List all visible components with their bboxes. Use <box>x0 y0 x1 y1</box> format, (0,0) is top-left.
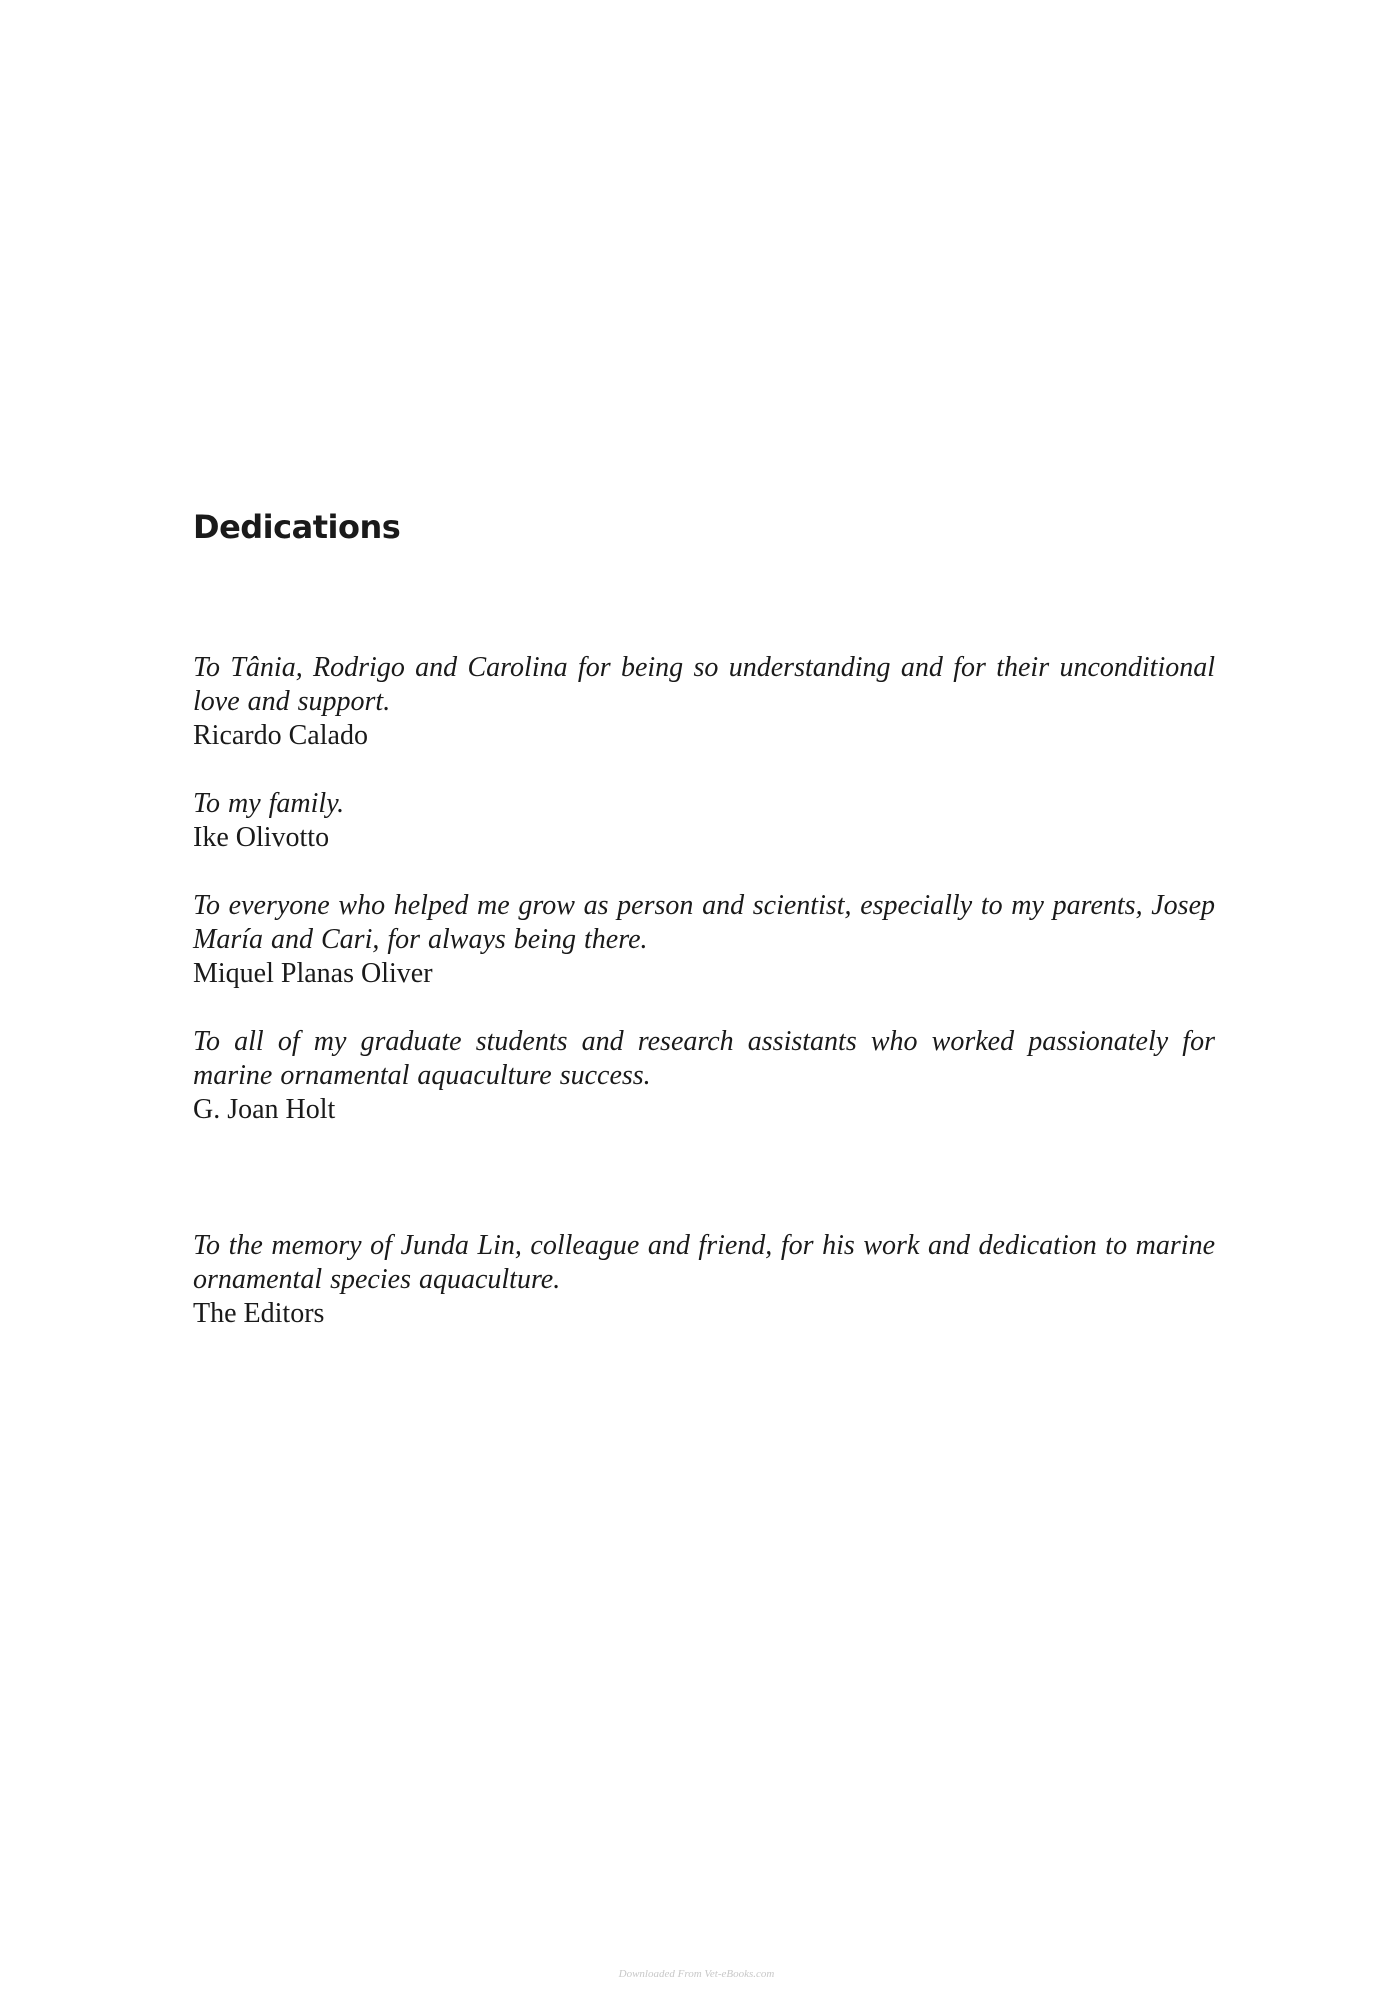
dedication-item <box>193 787 1215 855</box>
page-title: Dedications <box>193 508 401 546</box>
dedication-item <box>193 889 1215 991</box>
dedication-item <box>193 651 1215 753</box>
dedication-text: To the memory of Junda Lin, colleague and friend, for his work and dedication to marine ornamental species aquaculture. <box>193 1230 1215 1295</box>
dedication-text: To my family. <box>193 788 345 819</box>
dedication-author: Miquel Planas Oliver <box>193 958 433 989</box>
dedication-author: Ricardo Calado <box>193 720 368 751</box>
dedication-text: To all of my graduate students and research assistants who worked passionately for marine ornamental aquaculture success. <box>193 1026 1215 1091</box>
dedication-item <box>193 1025 1215 1127</box>
dedication-author: G. Joan Holt <box>193 1094 336 1125</box>
dedication-text: To Tânia, Rodrigo and Carolina for being so understanding and for their unconditional love and support. <box>193 652 1215 717</box>
footer-watermark: Downloaded From Vet-eBooks.com <box>618 1968 775 1980</box>
dedication-author: Ike Olivotto <box>193 822 330 853</box>
dedication-author: The Editors <box>193 1298 325 1329</box>
dedications-list <box>193 651 1215 1331</box>
dedication-item <box>193 1229 1215 1331</box>
dedication-text: To everyone who helped me grow as person and scientist, especially to my parents, Josep María and Cari, for always being there. <box>193 890 1215 955</box>
